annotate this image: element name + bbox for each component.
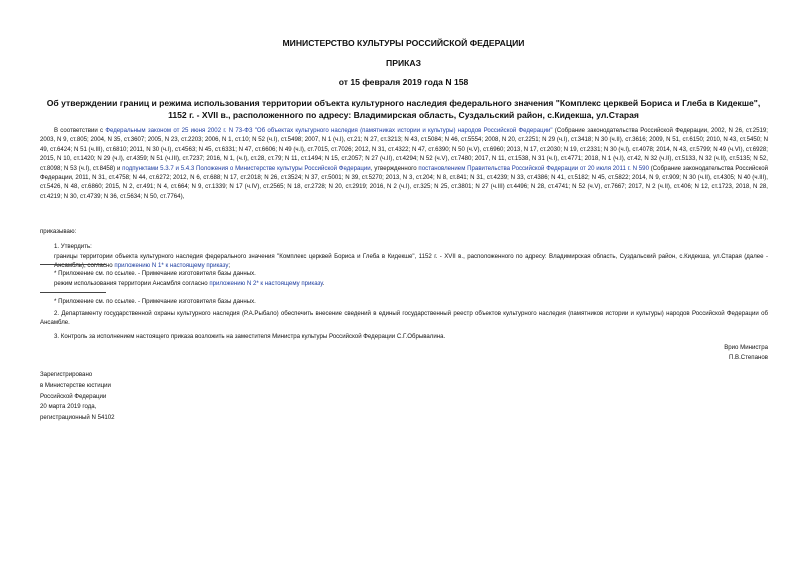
- item-1b-text: [40, 279, 768, 288]
- federal-law-link[interactable]: Федеральным законом от 25 июня 2002 г. N 73-ФЗ "Об объектах культурного наследия (памятниках истории и культуры) народов Российской Федерации": [105, 127, 553, 134]
- footnote-divider-2: [40, 292, 106, 293]
- item-1b-suffix: .: [322, 280, 325, 287]
- item-3: 3. Контроль за исполнением настоящего приказа возложить на заместителя Министра культуры Российской Федерации С.Г.Обрывалина.: [54, 333, 446, 340]
- registration-line-3: Российской Федерации: [40, 393, 107, 400]
- signature-name: П.В.Степанов: [728, 354, 768, 361]
- footnote-1: * Приложение см. по ссылке. - Примечание изготовителя базы данных.: [54, 270, 256, 277]
- preamble-mid2: , утвержденного: [370, 164, 419, 172]
- ministry-heading: МИНИСТЕРСТВО КУЛЬТУРЫ РОССИЙСКОЙ ФЕДЕРАЦИИ: [282, 38, 525, 48]
- signature-position: Врио Министра: [724, 344, 768, 351]
- doc-title: Об утверждении границ и режима использования территории объекта культурного наследия федерального значения "Комплекс церквей Бориса и Глеба в Кидекше", 1152 г. - XVII в., расположенного по адресу: Владимирская область, Суздальский район, с.Кидекша, ул.Старая: [46, 98, 761, 120]
- item-2: 2. Департаменту государственной охраны культурного наследия (Р.А.Рыбало) обеспечить внесение сведений в единый государственный реестр объектов культурного наследия (памятников истории и культуры) народов Российской Федерации об Ансамбле.: [40, 310, 768, 327]
- appendix-1-link[interactable]: приложению N 1* к настоящему приказу: [114, 262, 229, 270]
- doc-date-number: от 15 февраля 2019 года N 158: [338, 77, 469, 87]
- preamble-mid1: (Собрание законодательства Российской Федерации, 2002, N 26, ст.2519; 2003, N 9, ст.805; 2004, N 35, ст.3607; 2005, N 23, ст.2203; 2006, N 1, ст.10; N 52 (ч.I), ст.5498; 2007, N 1 (ч.I), ст.21; N 27, ст.3213; N 43, ст.5084; N 46, ст.5554; 2008, N 20, ст.2251; N 29 (ч.I), ст.3418; N 30 (ч.II), ст.3616; 2009, N 51, ст.6150; 2010, N 43, ст.5450; N 49, ст.6424; N 51 (ч.III), ст.6810; 2011, N 30 (ч.I), ст.4563; N 45, ст.6331; N 47, ст.6606; N 49 (ч.I), ст.7015, ст.7026; 2012, N 31, ст.4322; N 47, ст.6390; N 50 (ч.V), ст.6960; 2013, N 17, ст.2030; N 19, ст.2331; N 30 (ч.I), ст.4078; 2014, N 43, ст.5799; N 49 (ч.VI), ст.6928; 2015, N 10, ст.1420; N 29 (ч.I), ст.4359; N 51 (ч.III), ст.7237; 2016, N 1, (ч.I), ст.28, ст.79; N 11, ст.1494; N 15, ст.2057; N 27 (ч.II), ст.4294; N 52 (ч.V), ст.7480; 2017, N 11, ст.1538, N 31 (ч.I), ст.4771; 2018, N 1 (ч.I), ст.42, N 32 (ч.II), ст.5133, N 32 (ч.II), ст.5135; N 52, ст.8098; N 53 (ч.I), ст.8458) и: [40, 127, 768, 172]
- item-1b-prefix: режим использования территории Ансамбля согласно: [54, 280, 210, 287]
- preamble-suffix: (Собрание законодательства Российской Федерации, 2011, N 31, ст.4758; N 44, ст.6272; 2012, N 6, ст.688; N 17, ст.2018; N 26, ст.3524; N 37, ст.5001; N 39, ст.5270; 2013, N 3, ст.204; N 8, ст.841; N 31, ст.4239; N 33, ст.4386; N 41, ст.5182; N 45, ст.5822; 2014, N 9, ст.909; N 30 (ч.II), ст.4305; N 40 (ч.III), ст.5426, N 48, ст.6860; 2015, N 2, ст.491; N 4, ст.664; N 9, ст.1339; N 17 (ч.IV), ст.2565; N 18, ст.2728; N 20, ст.2919; 2016, N 2 (ч.I), ст.325; N 25, ст.3801; N 27 (ч.III) ст.4496; N 28, ст.4741; N 52 (ч.V), ст.7667; 2017, N 2 (ч.II), ст.406; N 12, ст.1723, 2018, N 28, ст.4219; N 30, ст.4739; N 36, ст.5634; N 50, ст.7764),: [40, 164, 768, 200]
- regulation-clauses-link[interactable]: подпунктами 5.3.7 и 5.4.3 Положения о Министерстве культуры Российской Федерации: [122, 164, 371, 172]
- appendix-2-link[interactable]: приложению N 2* к настоящему приказу: [209, 280, 323, 287]
- registration-line-1: Зарегистрировано: [40, 371, 93, 378]
- preamble-paragraph: [40, 126, 768, 201]
- registration-line-5: регистрационный N 54102: [40, 414, 115, 421]
- item-1-title: 1. Утвердить:: [54, 243, 92, 250]
- order-word: приказываю:: [40, 228, 77, 235]
- item-1-text-prefix: границы территории объекта культурного наследия федерального значения "Комплекс церквей Бориса и Глеба в Кидекше", 1152 г. - XVII в., расположенного по адресу: Владимирская область, Суздальский район, с.Кидекша, ул.Старая (далее - Ансамбль), согласно: [54, 253, 768, 270]
- item-1-text-suffix: ;: [228, 262, 231, 270]
- item-1-text: [40, 252, 768, 271]
- registration-line-4: 20 марта 2019 года,: [40, 403, 97, 410]
- registration-line-2: в Министерстве юстиции: [40, 382, 111, 389]
- doc-type-heading: ПРИКАЗ: [386, 58, 421, 68]
- government-decree-link[interactable]: постановлением Правительства Российской Федерации от 20 июля 2011 г. N 590: [418, 164, 649, 172]
- footnote-2: * Приложение см. по ссылке. - Примечание изготовителя базы данных.: [54, 298, 256, 305]
- preamble-prefix: В соответствии с: [54, 127, 106, 134]
- footnote-divider-1: [40, 264, 106, 265]
